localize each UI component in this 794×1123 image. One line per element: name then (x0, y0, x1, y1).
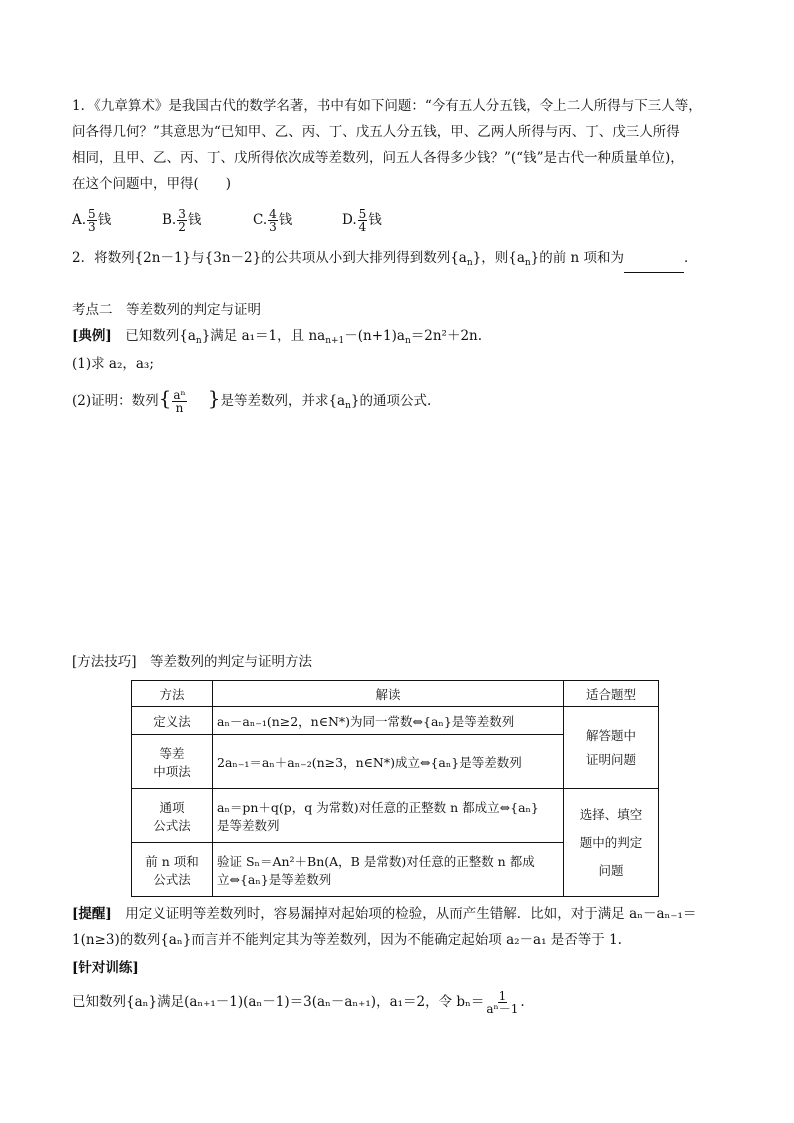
training-text: 已知数列{aₙ}满足(aₙ₊₁－1)(aₙ－1)＝3(aₙ－aₙ₊₁)，a₁＝2，令 bₙ＝ $\frac{1}{\text{aⁿ－1}}$ . (72, 989, 525, 1016)
part-2: (2)证明：数列{ $\frac{\text{aⁿ}}{n}$ }是等差数列，并求$\{a_n\}$的通项公式. (72, 386, 432, 415)
tip-line-1: [提醒] 用定义证明等差数列时，容易漏掉对起始项的检验，从而产生错解．比如，对于满足 aₙ－aₙ₋₁＝ (72, 906, 697, 922)
table-row: 通项 公式法 aₙ＝pn＋q(p，q 为常数)对任意的正整数 n 都成立⇔{aₙ} 是等差数列 选择、填空 题中的判定 问题 (132, 789, 659, 843)
training-label: [针对训练] (72, 960, 139, 976)
answer-blank (624, 258, 684, 273)
table-row: 前 n 项和 公式法 验证 Sₙ＝An²＋Bn(A，B 是常数)对任意的正整数 n 都成 立⇔{aₙ}是等差数列 (132, 843, 659, 897)
section-title: 考点二 等差数列的判定与证明 (72, 302, 261, 318)
header-types: 适合题型 (564, 681, 659, 707)
option-b: B. $\frac{3}{2}$ 钱 (162, 207, 202, 234)
header-desc: 解读 (213, 681, 564, 707)
q2-line: 2．将数列{2n－1}与{3n－2}的公共项从小到大排列得到数列$\{a_n\}$，则$\{a_n\}$的前 n 项和为 ． (72, 248, 698, 273)
types-cell-a: 解答题中 证明问题 (564, 707, 659, 789)
q1-line-4: 在这个问题中，甲得( ) (72, 176, 232, 192)
part-1: (1)求 a₂，a₃; (72, 356, 154, 372)
q1-line-1: 1．《九章算术》是我国古代的数学名著，书中有如下问题：“今有五人分五钱，令上二人所得与下三人等， (72, 98, 702, 114)
header-method: 方法 (132, 681, 213, 707)
types-cell-b: 选择、填空 题中的判定 问题 (564, 789, 659, 897)
table-row: 等差 中项法 2aₙ₋₁＝aₙ＋aₙ₋₂(n≥3，n∈N*)成立⇔{aₙ}是等差数列 (132, 735, 659, 789)
example-line: [典例] 已知数列$\{a_n\}$满足 a₁＝1，且 $na_{n+1}-(n+1)a_n=2n^2+2n$. (72, 328, 483, 346)
option-a: A. $\frac{5}{3}$ 钱 (72, 207, 112, 234)
q1-line-2: 问各得几何？”其意思为“已知甲、乙、丙、丁、戊五人分五钱，甲、乙两人所得与丙、丁、戊三人所得 (72, 124, 680, 140)
q1-line-3: 相同，且甲、乙、丙、丁、戊所得依次成等差数列，问五人各得多少钱？”(“钱”是古代一种质量单位)， (72, 150, 684, 166)
option-c: C. $\frac{4}{3}$ 钱 (253, 207, 293, 234)
tip-line-2: 1(n≥3)的数列{aₙ}而言并不能判定其为等差数列，因为不能确定起始项 a₂－a₁ 是否等于 1. (72, 932, 622, 948)
method-table (131, 680, 659, 897)
table-row: 定义法 aₙ－aₙ₋₁(n≥2，n∈N*)为同一常数⇔{aₙ}是等差数列 解答题中 证明问题 (132, 707, 659, 735)
option-d: D. $\frac{5}{4}$ 钱 (342, 207, 382, 234)
method-title: [方法技巧] 等差数列的判定与证明方法 (72, 654, 313, 670)
